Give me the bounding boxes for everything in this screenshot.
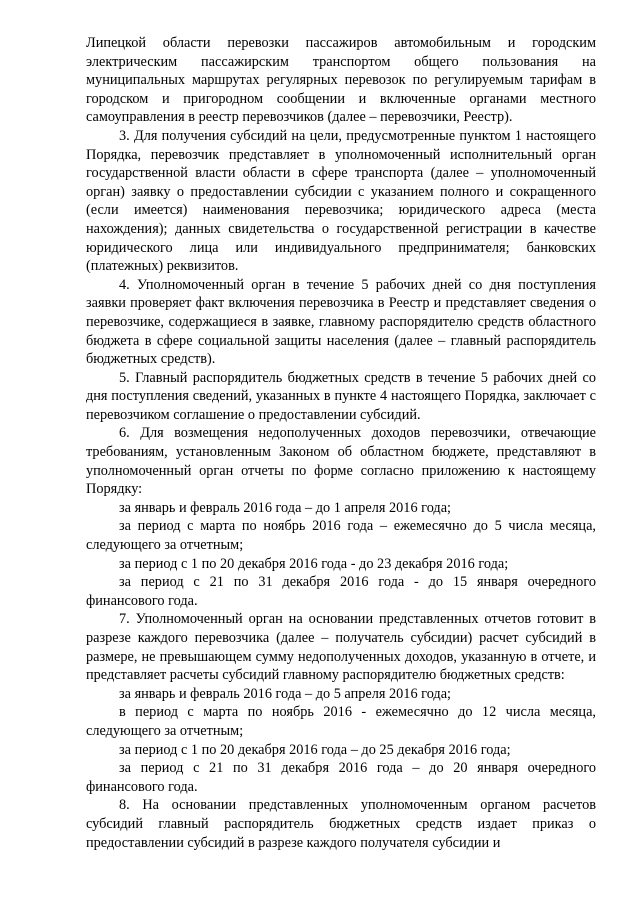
paragraph-item-4: 4. Уполномоченный орган в течение 5 рабочих дней со дня поступления заявки проверяет факт включения перевозчика в Реестр и представляет сведения о перевозчике, содержащиеся в заявке, главному распорядителю средств областного бюджета в сфере социальной защиты населения (далее – главный распорядитель бюджетных средств). bbox=[86, 276, 596, 368]
deadline-dec-21-31: за период с 21 по 31 декабря 2016 года - до 15 января очередного финансового года. bbox=[86, 574, 596, 609]
paragraph-intro-continuation: Липецкой области перевозки пассажиров автомобильным и городским электрическим пассажирским транспортом общего пользования на муниципальных маршрутах регулярных перевозок по регулируемым тарифам в городском и пригородном сообщении и включенные органами местного самоуправления в реестр перевозчиков (далее – перевозчики, Реестр). bbox=[86, 35, 596, 126]
deadline-dec-1-20: за период с 1 по 20 декабря 2016 года - до 23 декабря 2016 года; bbox=[119, 555, 509, 572]
calc-deadline-dec-1-20: за период с 1 по 20 декабря 2016 года – до 25 декабря 2016 года; bbox=[119, 741, 511, 758]
calc-deadline-mar-nov: в период с марта по ноябрь 2016 - ежемесячно до 12 числа месяца, следующего за отчетным; bbox=[86, 704, 596, 739]
paragraph-item-6: 6. Для возмещения недополученных доходов перевозчики, отвечающие требованиям, установленным Законом об областном бюджете, представляют в уполномоченный орган отчеты по форме согласно приложению к настоящему Порядку: bbox=[86, 425, 596, 498]
paragraph-item-7: 7. Уполномоченный орган на основании представленных отчетов готовит в разрезе каждого перевозчика (далее – получатель субсидии) расчет субсидий в размере, не превышающем сумму недополученных доходов, указанную в отчете, и представляет расчеты субсидий главному распорядителю бюджетных средств: bbox=[86, 611, 596, 684]
calc-deadline-dec-21-31: за период с 21 по 31 декабря 2016 года – до 20 января очередного финансового года. bbox=[86, 760, 596, 795]
document-page bbox=[86, 34, 596, 852]
paragraph-item-5: 5. Главный распорядитель бюджетных средств в течение 5 рабочих дней со дня поступления сведений, указанных в пункте 4 настоящего Порядка, заключает с перевозчиком соглашение о предоставлении субсидий. bbox=[86, 369, 596, 423]
paragraph-item-3: 3. Для получения субсидий на цели, предусмотренные пунктом 1 настоящего Порядка, перевозчик представляет в уполномоченный исполнительный орган государственной власти области в сфере транспорта (далее – уполномоченный орган) заявку о предоставлении субсидии с указанием полного и сокращенного (если имеется) наименования перевозчика; юридического адреса (места нахождения); данных свидетельства о государственной регистрации в качестве юридического лица или индивидуального предпринимателя; банковских (платежных) реквизитов. bbox=[86, 127, 596, 275]
calc-deadline-jan-feb: за январь и февраль 2016 года – до 5 апреля 2016 года; bbox=[119, 685, 452, 702]
deadline-mar-nov: за период с марта по ноябрь 2016 года – ежемесячно до 5 числа месяца, следующего за отчетным; bbox=[86, 518, 596, 554]
paragraph-item-8: 8. На основании представленных уполномоченным органом расчетов субсидий главный распорядитель бюджетных средств издает приказ о предоставлении субсидий в разрезе каждого получателя субсидии и bbox=[86, 797, 596, 851]
deadline-jan-feb: за январь и февраль 2016 года – до 1 апреля 2016 года; bbox=[119, 499, 452, 516]
